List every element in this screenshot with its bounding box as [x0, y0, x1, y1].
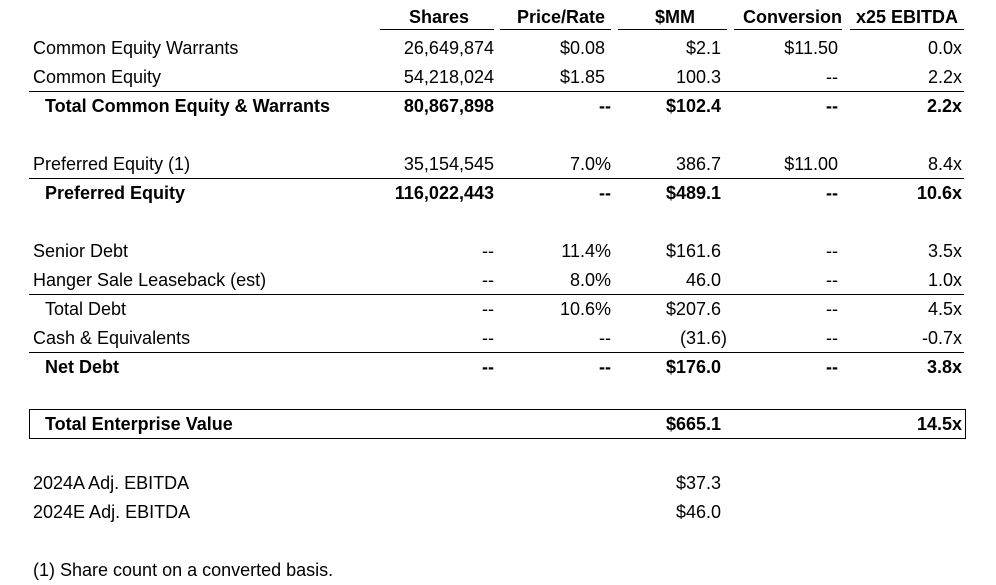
conversion-cell: --: [826, 299, 838, 319]
shares-cell: --: [482, 328, 494, 348]
price-cell: --: [599, 357, 611, 377]
mm-cell: $489.1: [665, 183, 721, 203]
price-cell: --: [599, 328, 611, 348]
shares-cell: 26,649,874: [403, 38, 494, 58]
row-label: Common Equity Warrants: [33, 38, 239, 58]
price-cell: 7.0%: [569, 154, 611, 174]
price-cell: --: [599, 96, 611, 116]
conversion-cell: $11.50: [784, 38, 838, 58]
conversion-cell: --: [826, 241, 838, 261]
shares-cell: --: [482, 357, 494, 377]
shares-cell: --: [482, 270, 494, 290]
header-mm: $MM: [655, 7, 695, 27]
multiple-cell: 1.0x: [927, 270, 962, 290]
mm-cell: 100.3: [675, 67, 721, 87]
multiple-cell: 8.4x: [927, 154, 962, 174]
conversion-cell: --: [826, 328, 838, 348]
mm-cell: $207.6: [665, 299, 721, 319]
conversion-cell: --: [826, 270, 838, 290]
row-label: Net Debt: [45, 357, 120, 377]
header-shares: Shares: [408, 7, 469, 27]
table-row-preferred-total: [0, 179, 996, 208]
mm-cell: 46.0: [685, 270, 721, 290]
conversion-cell: --: [826, 183, 838, 203]
footnote: (1) Share count on a converted basis.: [33, 560, 334, 580]
table-row-net-debt: [0, 353, 996, 382]
table-row-common: [0, 63, 996, 92]
table-row-ebitda-estimate: [0, 498, 996, 527]
mm-cell: 386.7: [675, 154, 721, 174]
mm-cell: $102.4: [665, 96, 721, 116]
multiple-cell: -0.7x: [921, 328, 962, 348]
mm-cell: (31.6): [679, 328, 727, 348]
row-label: 2024E Adj. EBITDA: [33, 502, 191, 522]
price-cell: 11.4%: [561, 241, 611, 261]
conversion-cell: --: [826, 357, 838, 377]
multiple-cell: 3.8x: [926, 357, 962, 377]
row-label: Preferred Equity: [45, 183, 186, 203]
header-ebitda-multiple: x25 EBITDA: [855, 7, 958, 27]
header-conversion: Conversion: [742, 7, 842, 27]
table-row-cash: [0, 324, 996, 353]
table-row-total-debt: [0, 295, 996, 324]
table-row-warrants: [0, 34, 996, 63]
multiple-cell: 14.5x: [916, 414, 962, 434]
shares-cell: 35,154,545: [403, 154, 494, 174]
multiple-cell: 4.5x: [927, 299, 962, 319]
mm-cell: $46.0: [675, 502, 721, 522]
header-underline: [618, 29, 727, 30]
price-cell: 8.0%: [569, 270, 611, 290]
row-label: Preferred Equity (1): [33, 154, 191, 174]
row-label: Cash & Equivalents: [33, 328, 191, 348]
conversion-cell: --: [826, 67, 838, 87]
header-underline: [380, 29, 494, 30]
table-row-senior-debt: [0, 237, 996, 266]
header-underline: [850, 29, 964, 30]
shares-cell: 116,022,443: [394, 183, 494, 203]
row-label: Total Debt: [45, 299, 127, 319]
row-label: Hanger Sale Leaseback (est): [33, 270, 267, 290]
row-label: Total Enterprise Value: [45, 414, 233, 434]
multiple-cell: 0.0x: [927, 38, 962, 58]
multiple-cell: 3.5x: [927, 241, 962, 261]
price-cell: --: [599, 183, 611, 203]
price-cell: 10.6%: [559, 299, 611, 319]
shares-cell: 80,867,898: [403, 96, 494, 116]
mm-cell: $176.0: [665, 357, 721, 377]
header-price-rate: Price/Rate: [516, 7, 605, 27]
table-row-enterprise-value: [0, 410, 996, 439]
row-label: Common Equity: [33, 67, 162, 87]
table-row-total-common: [0, 92, 996, 121]
shares-cell: --: [482, 241, 494, 261]
conversion-cell: $11.00: [784, 154, 838, 174]
price-cell: $0.08: [559, 38, 605, 58]
multiple-cell: 2.2x: [927, 67, 962, 87]
price-cell: $1.85: [559, 67, 605, 87]
table-row-ebitda-actual: [0, 469, 996, 498]
table-row-preferred: [0, 150, 996, 179]
header-underline: [734, 29, 842, 30]
mm-cell: $665.1: [665, 414, 721, 434]
row-label: 2024A Adj. EBITDA: [33, 473, 190, 493]
table-row-hanger-leaseback: [0, 266, 996, 295]
shares-cell: 54,218,024: [403, 67, 494, 87]
multiple-cell: 2.2x: [926, 96, 962, 116]
header-underline: [500, 29, 611, 30]
mm-cell: $2.1: [685, 38, 721, 58]
conversion-cell: --: [826, 96, 838, 116]
mm-cell: $161.6: [665, 241, 721, 261]
row-label: Senior Debt: [33, 241, 129, 261]
shares-cell: --: [482, 299, 494, 319]
multiple-cell: 10.6x: [916, 183, 962, 203]
row-label: Total Common Equity & Warrants: [45, 96, 331, 116]
footnote-row: [0, 556, 996, 585]
mm-cell: $37.3: [675, 473, 721, 493]
